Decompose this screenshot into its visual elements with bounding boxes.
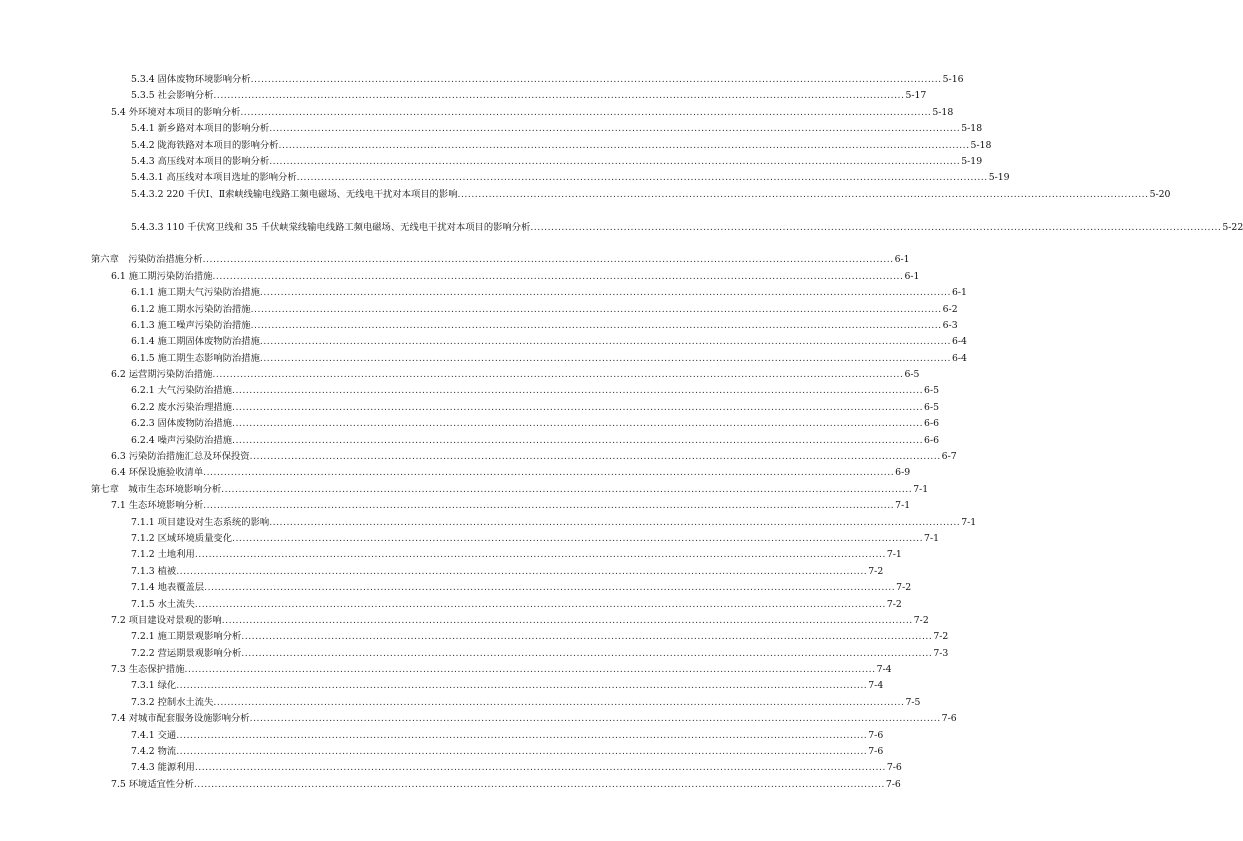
toc-entry[interactable] [0, 367, 920, 383]
toc-entry-label: 第七章 城市生态环境影响分析 [91, 483, 222, 495]
toc-entry[interactable] [0, 695, 921, 711]
toc-entry-label: 5.4.3.1 高压线对本项目选址的影响分析 [131, 172, 297, 184]
toc-entry-link[interactable] [131, 547, 902, 563]
toc-page-number: 6-2 [942, 303, 958, 315]
dot-leader [232, 383, 923, 399]
toc-entry[interactable] [0, 269, 920, 285]
dot-leader [530, 220, 1221, 236]
toc-entry-link[interactable] [131, 564, 884, 580]
dot-leader [176, 744, 867, 760]
dot-leader [213, 695, 904, 711]
dot-leader [260, 285, 951, 301]
toc-entry-link[interactable] [131, 170, 1010, 186]
toc-page-number: 7-3 [933, 647, 949, 659]
toc-entry-link[interactable] [131, 351, 967, 367]
toc-entry[interactable] [0, 629, 949, 645]
toc-entry-label: 7.1 生态环境影响分析 [111, 500, 204, 512]
toc-entry[interactable] [0, 744, 884, 760]
toc-entry-label: 6.1.3 施工噪声污染防治措施 [131, 319, 251, 331]
toc-entry[interactable] [0, 334, 967, 350]
toc-entry-label: 6.1.2 施工期水污染防治措施 [131, 303, 251, 315]
dot-leader [232, 416, 923, 432]
toc-entry-link[interactable] [131, 121, 983, 137]
toc-entry-label: 6.2.4 噪声污染防治措施 [131, 434, 232, 446]
toc-page-number: 7-6 [868, 729, 884, 741]
dot-leader [195, 597, 886, 613]
toc-entry-label: 5.4.3.2 220 千伏Ⅰ、Ⅱ索峡线输电线路工频电磁场、无线电干扰对本项目的影 [131, 188, 449, 200]
toc-entry-link[interactable] [131, 400, 940, 416]
toc-entry-link[interactable] [131, 187, 1171, 203]
toc-page-number: 6-7 [941, 451, 957, 463]
toc-entry-link[interactable] [131, 138, 992, 154]
toc-entry[interactable] [0, 252, 910, 268]
dot-leader [212, 269, 903, 285]
toc-entry-label: 6.1.1 施工期大气污染防治措施 [131, 287, 260, 299]
toc-entry-link[interactable] [111, 105, 954, 121]
toc-entry-link[interactable] [131, 744, 884, 760]
toc-entry-link[interactable] [131, 154, 983, 170]
toc-entry-link[interactable] [131, 531, 940, 547]
toc-entry[interactable] [0, 777, 901, 793]
toc-entry[interactable] [0, 433, 940, 449]
toc-page-number: 5-18 [970, 139, 992, 151]
dot-leader [203, 252, 894, 268]
dot-leader [260, 334, 951, 350]
dot-leader [251, 318, 942, 334]
toc-entry[interactable] [0, 580, 912, 596]
toc-entry-label: 6.4 环保设施验收清单 [111, 467, 204, 479]
toc-entry[interactable] [0, 154, 983, 170]
toc-entry[interactable] [0, 449, 957, 465]
toc-entry-label: 7.1.2 区域环境质量变化 [131, 532, 232, 544]
toc-entry[interactable] [0, 465, 911, 481]
toc-entry-continuation [465, 220, 1243, 236]
toc-entry-link[interactable] [131, 433, 940, 449]
dot-leader [204, 580, 895, 596]
dot-leader [176, 728, 867, 744]
toc-entry-link[interactable] [111, 367, 920, 383]
toc-entry[interactable] [0, 613, 929, 629]
toc-entry-link[interactable] [111, 711, 957, 727]
toc-page-number: 7-4 [876, 664, 892, 676]
toc-page-number: 5-20 [1149, 188, 1171, 200]
toc-page-number: 7-5 [905, 696, 921, 708]
dot-leader [194, 777, 885, 793]
dot-leader [269, 515, 960, 531]
toc-entry[interactable] [0, 351, 967, 367]
toc-page-number: 6-6 [924, 418, 940, 430]
dot-leader [176, 564, 867, 580]
dot-leader [232, 531, 923, 547]
toc-entry[interactable] [0, 498, 911, 514]
toc-entry[interactable] [0, 88, 927, 104]
toc-entry[interactable] [0, 482, 929, 498]
toc-page-number: 6-1 [951, 287, 967, 299]
toc-entry[interactable] [0, 564, 884, 580]
toc-entry-label: 5.4.2 陇海铁路对本项目的影响分析 [131, 139, 279, 151]
toc-entry-label-continued: 响 [448, 188, 458, 200]
toc-entry-label: 7.1.5 水土流失 [131, 598, 195, 610]
toc-entry-label: 7.4.3 能源利用 [131, 762, 195, 774]
toc-entry[interactable] [0, 220, 1243, 253]
toc-entry-label-continued: 项目的影响分析 [465, 221, 531, 233]
toc-entry-label: 5.3.5 社会影响分析 [131, 90, 214, 102]
toc-entry-label: 6.1 施工期污染防治措施 [111, 270, 213, 282]
dot-leader [195, 760, 886, 776]
dot-leader [251, 72, 942, 88]
toc-entry[interactable] [0, 711, 957, 727]
toc-entry-link[interactable] [131, 383, 940, 399]
toc-page-number: 7-1 [961, 516, 977, 528]
toc-entry-label: 第六章 污染防治措施分析 [91, 254, 203, 266]
dot-leader [176, 678, 867, 694]
dot-leader [269, 121, 960, 137]
toc-entry-label: 6.2 运营期污染防治措施 [111, 369, 213, 381]
toc-page-number: 6-5 [904, 369, 920, 381]
dot-leader [240, 105, 931, 121]
toc-page-number: 5-17 [905, 90, 927, 102]
toc-entry-link[interactable] [111, 777, 901, 793]
toc-entry-label: 7.5 环境适宜性分析 [111, 778, 194, 790]
toc-entry-link[interactable] [91, 252, 910, 268]
toc-entry-link[interactable] [131, 416, 940, 432]
toc-entry[interactable] [0, 597, 902, 613]
toc-page-number: 7-4 [868, 680, 884, 692]
toc-page-number: 7-2 [933, 631, 949, 643]
toc-entry-link[interactable] [131, 220, 1243, 236]
toc-entry-link[interactable] [111, 498, 911, 514]
toc-entry-link[interactable] [131, 285, 967, 301]
toc-page-number: 7-6 [886, 762, 902, 774]
dot-leader [221, 482, 912, 498]
toc-entry-link[interactable] [131, 629, 949, 645]
dot-leader [195, 547, 886, 563]
dot-leader [260, 351, 951, 367]
toc-entry[interactable] [0, 121, 983, 137]
toc-entry-label: 7.4.1 交通 [131, 729, 177, 741]
toc-entry[interactable] [0, 105, 954, 121]
toc-entry-link[interactable] [131, 302, 958, 318]
toc-entry-link[interactable] [131, 678, 884, 694]
toc-page-number: 5-18 [961, 123, 983, 135]
toc-page-number: 7-2 [868, 565, 884, 577]
toc-entry[interactable] [0, 302, 958, 318]
dot-leader [203, 498, 894, 514]
toc-page-number: 6-9 [895, 467, 911, 479]
toc-entry[interactable] [0, 531, 940, 547]
toc-entry-label: 6.2.2 废水污染治理措施 [131, 401, 232, 413]
toc-entry-link[interactable] [131, 580, 912, 596]
toc-entry[interactable] [0, 416, 940, 432]
toc-page-number: 7-6 [885, 778, 901, 790]
toc-page-number: 7-1 [913, 483, 929, 495]
toc-page-number: 7-2 [913, 614, 929, 626]
toc-entry-label: 7.3.1 绿化 [131, 680, 177, 692]
toc-entry-label: 5.4.1 新乡路对本项目的影响分析 [131, 123, 270, 135]
toc-entry-label: 6.1.4 施工期固体废物防治措施 [131, 336, 260, 348]
toc-page-number: 7-1 [924, 532, 940, 544]
toc-page-number: 5-18 [932, 106, 954, 118]
toc-page-number: 7-1 [886, 549, 902, 561]
toc-page-number: 7-6 [868, 746, 884, 758]
toc-entry-link[interactable] [111, 269, 920, 285]
toc-entry-continuation [448, 187, 1170, 203]
toc-entry-link[interactable] [131, 72, 964, 88]
toc-entry-label: 7.2 项目建设对景观的影响 [111, 614, 222, 626]
toc-entry-label: 7.3.2 控制水土流失 [131, 696, 214, 708]
toc-entry-label: 7.1.1 项目建设对生态系统的影响 [131, 516, 270, 528]
toc-entry-link[interactable] [111, 449, 957, 465]
toc-entry-label: 7.1.4 地表覆盖层 [131, 582, 205, 594]
toc-entry-label: 6.2.3 固体废物防治措施 [131, 418, 232, 430]
toc-entry-link[interactable] [111, 662, 892, 678]
toc-entry-label: 7.1.2 土地利用 [131, 549, 195, 561]
toc-entry[interactable] [0, 318, 958, 334]
toc-entry-label: 5.4.3.3 110 千伏窝卫线和 35 千伏峡棠线输电线路工频电磁场、无线电干扰对本 [131, 221, 466, 233]
dot-leader [185, 662, 876, 678]
toc-page-number: 6-4 [951, 336, 967, 348]
toc-entry-label: 7.3 生态保护措施 [111, 664, 185, 676]
dot-leader [212, 367, 903, 383]
toc-entry-link[interactable] [131, 695, 921, 711]
toc-entry[interactable] [0, 383, 940, 399]
toc-entry[interactable] [0, 72, 964, 88]
dot-leader [241, 629, 932, 645]
toc-page-number: 7-6 [941, 713, 957, 725]
toc-entry[interactable] [0, 285, 967, 301]
toc-entry[interactable] [0, 138, 992, 154]
dot-leader [241, 646, 932, 662]
dot-leader [203, 465, 894, 481]
toc-entry-label: 7.2.2 营运期景观影响分析 [131, 647, 242, 659]
toc-entry-link[interactable] [91, 482, 929, 498]
toc-page-number: 5-16 [942, 74, 964, 85]
dot-leader [250, 449, 941, 465]
toc-entry[interactable] [0, 678, 884, 694]
toc-entry-label: 7.4.2 物流 [131, 746, 177, 758]
toc-entry-link[interactable] [131, 646, 949, 662]
toc-page-number: 6-5 [924, 401, 940, 413]
toc-entry-label: 7.4 对城市配套服务设施影响分析 [111, 713, 250, 725]
toc-entry-link[interactable] [131, 515, 977, 531]
toc-entry-label: 7.1.3 植被 [131, 565, 177, 577]
toc-entry-link[interactable] [131, 728, 884, 744]
toc-entry-link[interactable] [131, 597, 902, 613]
dot-leader [278, 138, 969, 154]
toc-page-number: 5-19 [961, 155, 983, 167]
dot-leader [232, 433, 923, 449]
dot-leader [222, 613, 913, 629]
toc-page-number: 7-1 [895, 500, 911, 512]
toc-entry[interactable] [0, 547, 902, 563]
toc-page-number: 5-22 [1222, 221, 1243, 233]
dot-leader [232, 400, 923, 416]
toc-entry-link[interactable] [131, 88, 927, 104]
toc-entry-label: 5.4.3 高压线对本项目的影响分析 [131, 155, 270, 167]
toc-page-number: 6-6 [924, 434, 940, 446]
dot-leader [297, 170, 988, 186]
toc-page-number: 6-3 [942, 319, 958, 331]
toc-entry[interactable] [0, 515, 977, 531]
toc-page-number: 6-4 [951, 352, 967, 364]
toc-page-number: 7-2 [886, 598, 902, 610]
toc-entry-link[interactable] [111, 465, 911, 481]
toc-entry-label: 6.2.1 大气污染防治措施 [131, 385, 232, 397]
dot-leader [458, 187, 1149, 203]
toc-entry-link[interactable] [111, 613, 929, 629]
toc-entry-label: 5.4 外环境对本项目的影响分析 [111, 106, 241, 118]
toc-entry-link[interactable] [131, 318, 958, 334]
toc-entry-label: 6.3 污染防治措施汇总及环保投资 [111, 451, 250, 463]
toc-entry-link[interactable] [131, 334, 967, 350]
toc-entry[interactable] [0, 760, 902, 776]
toc-page-number: 5-19 [988, 172, 1010, 184]
toc-page-number: 6-1 [904, 270, 920, 282]
dot-leader [269, 154, 960, 170]
table-of-contents [0, 72, 1243, 793]
toc-entry[interactable] [0, 662, 892, 678]
toc-entry-label: 6.1.5 施工期生态影响防治措施 [131, 352, 260, 364]
toc-entry[interactable] [0, 187, 1171, 220]
toc-entry-label: 5.3.4 固体废物环境影响分析 [131, 74, 251, 85]
dot-leader [251, 302, 942, 318]
toc-entry[interactable] [0, 170, 1010, 186]
toc-entry[interactable] [0, 646, 949, 662]
toc-entry[interactable] [0, 728, 884, 744]
toc-page-number: 6-5 [924, 385, 940, 397]
toc-entry-link[interactable] [131, 760, 902, 776]
toc-entry[interactable] [0, 400, 940, 416]
toc-page-number: 7-2 [896, 582, 912, 594]
toc-page-number: 6-1 [894, 254, 910, 266]
dot-leader [213, 88, 904, 104]
toc-entry-label: 7.2.1 施工期景观影响分析 [131, 631, 242, 643]
dot-leader [250, 711, 941, 727]
